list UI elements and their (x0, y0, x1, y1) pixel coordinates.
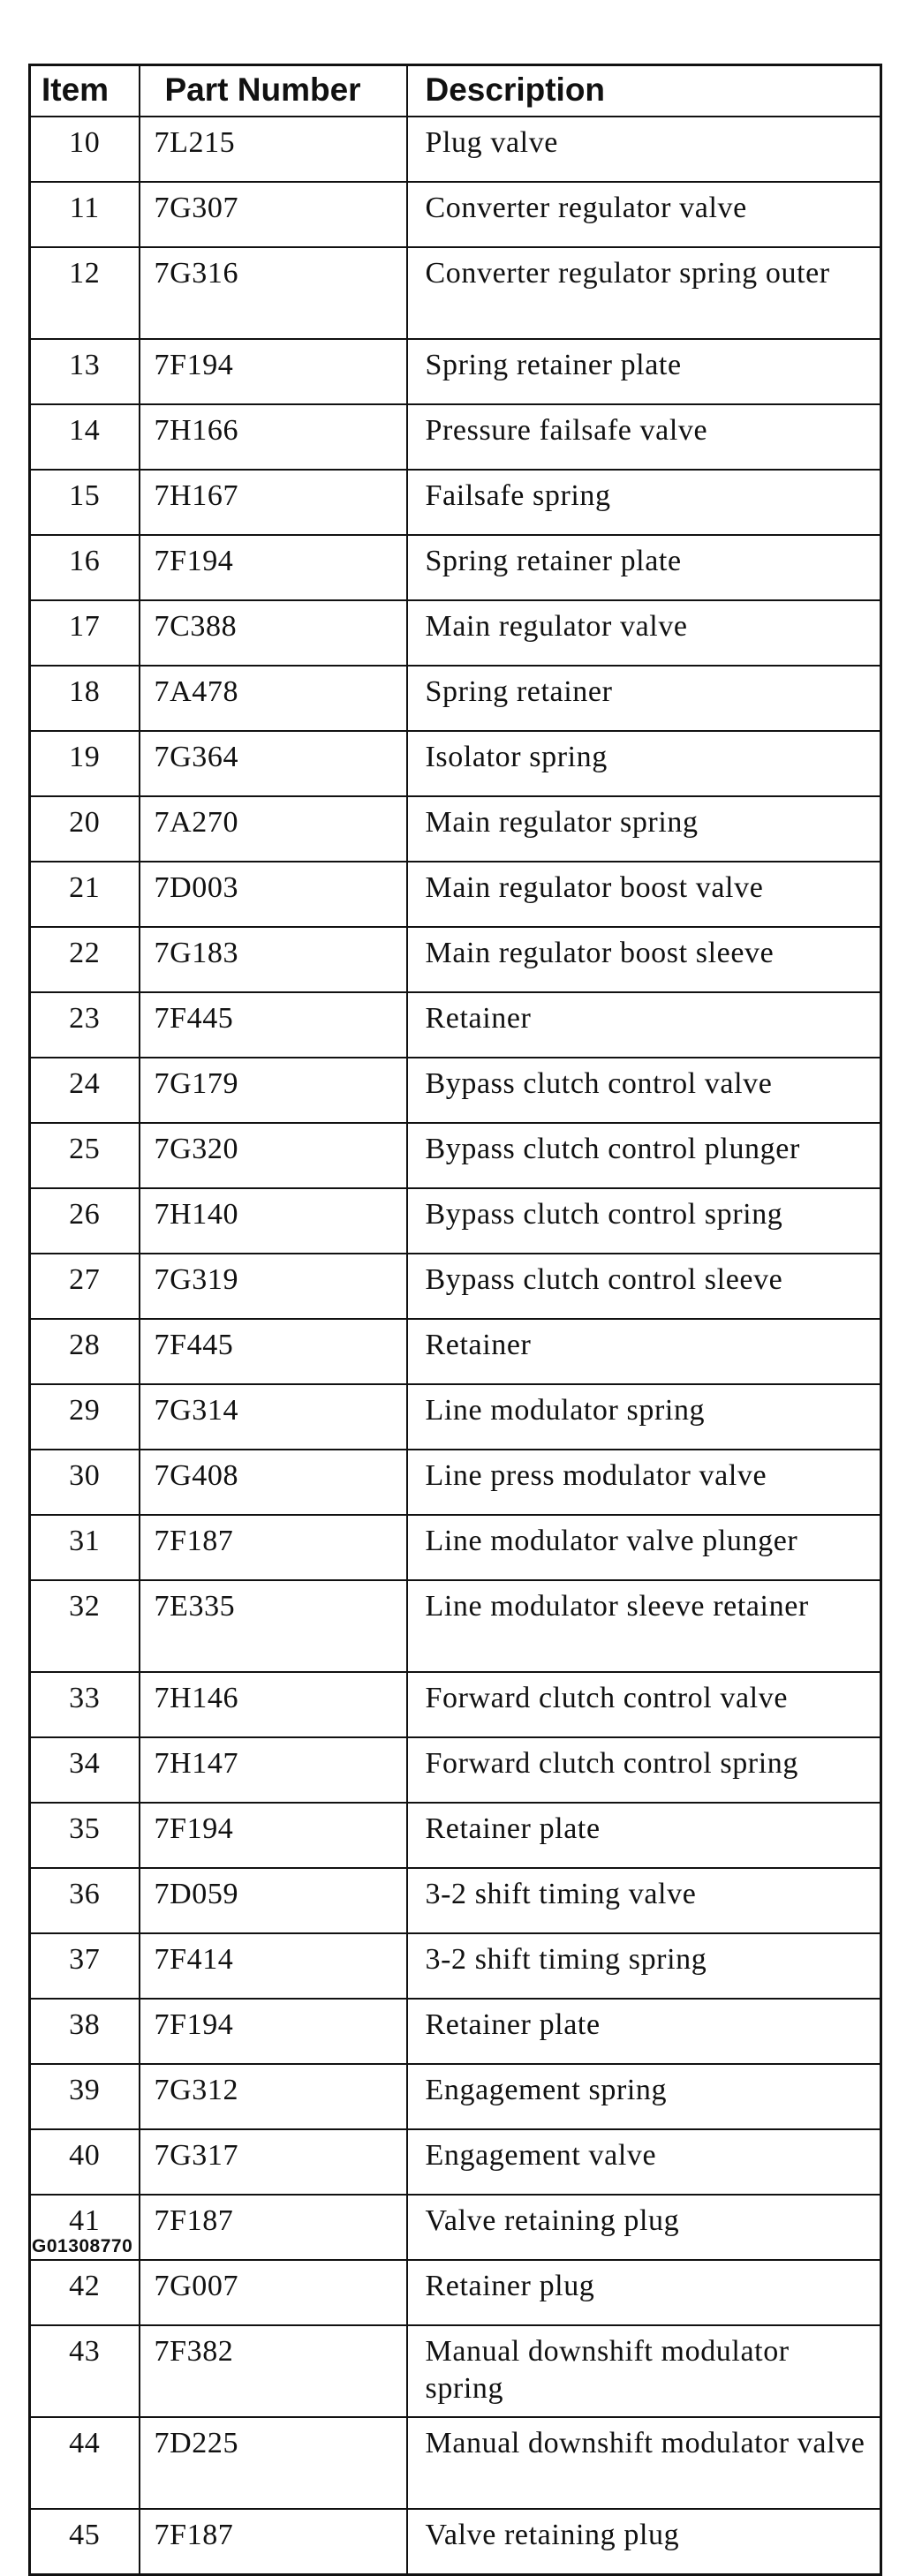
table-row (30, 2417, 881, 2509)
description-cell: Bypass clutch control valve (407, 1058, 881, 1123)
item-cell: 34 (30, 1737, 140, 1803)
table-row (30, 2064, 881, 2129)
table-row (30, 2129, 881, 2195)
description-cell: Main regulator boost valve (407, 862, 881, 927)
table-row (30, 2195, 881, 2260)
part-number-cell: 7G319 (140, 1254, 407, 1319)
description-cell: Retainer (407, 992, 881, 1058)
part-number-cell: 7G317 (140, 2129, 407, 2195)
description-cell: Engagement valve (407, 2129, 881, 2195)
description-cell: Line modulator spring (407, 1384, 881, 1450)
part-number-cell: 7H147 (140, 1737, 407, 1803)
header-part-number: Part Number (140, 65, 407, 117)
description-cell: Spring retainer plate (407, 535, 881, 600)
description-cell: Manual downshift modulator spring (407, 2325, 881, 2417)
description-cell: Retainer plate (407, 1803, 881, 1868)
part-number-cell: 7F187 (140, 2509, 407, 2575)
description-cell: Valve retaining plug (407, 2195, 881, 2260)
item-cell: 39 (30, 2064, 140, 2129)
item-cell: 30 (30, 1450, 140, 1515)
parts-body (30, 117, 881, 2575)
table-row (30, 600, 881, 666)
item-cell: 12 (30, 247, 140, 339)
item-cell: 22 (30, 927, 140, 992)
item-cell: 10 (30, 117, 140, 182)
table-row (30, 1515, 881, 1580)
table-row (30, 666, 881, 731)
description-cell: Line modulator sleeve retainer (407, 1580, 881, 1672)
table-row (30, 1672, 881, 1737)
part-number-cell: 7F194 (140, 535, 407, 600)
description-cell: Bypass clutch control spring (407, 1188, 881, 1254)
item-cell: 17 (30, 600, 140, 666)
part-number-cell: 7F445 (140, 1319, 407, 1384)
item-cell: 20 (30, 796, 140, 862)
table-row (30, 1254, 881, 1319)
item-cell: 38 (30, 1999, 140, 2064)
table-row (30, 1188, 881, 1254)
part-number-cell: 7F194 (140, 1803, 407, 1868)
description-cell: Forward clutch control spring (407, 1737, 881, 1803)
item-cell: 23 (30, 992, 140, 1058)
description-cell: 3-2 shift timing valve (407, 1868, 881, 1933)
item-cell: 44 (30, 2417, 140, 2509)
table-row (30, 1319, 881, 1384)
part-number-cell: 7G408 (140, 1450, 407, 1515)
item-cell: 19 (30, 731, 140, 796)
item-cell: 13 (30, 339, 140, 404)
part-number-cell: 7F194 (140, 339, 407, 404)
item-cell: 15 (30, 470, 140, 535)
description-cell: Converter regulator spring outer (407, 247, 881, 339)
description-cell: Line modulator valve plunger (407, 1515, 881, 1580)
item-cell: 18 (30, 666, 140, 731)
description-cell: Retainer plate (407, 1999, 881, 2064)
description-cell: Bypass clutch control plunger (407, 1123, 881, 1188)
description-cell: Main regulator valve (407, 600, 881, 666)
header-row (30, 65, 881, 117)
part-number-cell: 7G307 (140, 182, 407, 247)
table-row (30, 1737, 881, 1803)
table-row (30, 862, 881, 927)
table-row (30, 731, 881, 796)
description-cell: Failsafe spring (407, 470, 881, 535)
part-number-cell: 7G364 (140, 731, 407, 796)
item-cell: 31 (30, 1515, 140, 1580)
table-row (30, 1999, 881, 2064)
description-cell: Line press modulator valve (407, 1450, 881, 1515)
item-cell: 35 (30, 1803, 140, 1868)
header-description: Description (407, 65, 881, 117)
table-row (30, 339, 881, 404)
table-row (30, 247, 881, 339)
description-cell: Forward clutch control valve (407, 1672, 881, 1737)
item-cell: 45 (30, 2509, 140, 2575)
table-row (30, 1123, 881, 1188)
description-cell: Bypass clutch control sleeve (407, 1254, 881, 1319)
table-row (30, 1058, 881, 1123)
description-cell: Isolator spring (407, 731, 881, 796)
item-cell: 28 (30, 1319, 140, 1384)
part-number-cell: 7L215 (140, 117, 407, 182)
part-number-cell: 7H166 (140, 404, 407, 470)
description-cell: Engagement spring (407, 2064, 881, 2129)
table-row (30, 796, 881, 862)
item-cell: 37 (30, 1933, 140, 1999)
item-cell: 24 (30, 1058, 140, 1123)
item-cell: 32 (30, 1580, 140, 1672)
description-cell: Retainer (407, 1319, 881, 1384)
table-row (30, 535, 881, 600)
table-row (30, 2260, 881, 2325)
table-row (30, 992, 881, 1058)
item-cell: 21 (30, 862, 140, 927)
table-row (30, 1803, 881, 1868)
description-cell: Retainer plug (407, 2260, 881, 2325)
part-number-cell: 7F445 (140, 992, 407, 1058)
description-cell: Valve retaining plug (407, 2509, 881, 2575)
part-number-cell: 7F414 (140, 1933, 407, 1999)
table-row (30, 927, 881, 992)
part-number-cell: 7F194 (140, 1999, 407, 2064)
item-cell: 14 (30, 404, 140, 470)
part-number-cell: 7C388 (140, 600, 407, 666)
part-number-cell: 7G316 (140, 247, 407, 339)
part-number-cell: 7G320 (140, 1123, 407, 1188)
part-number-cell: 7F187 (140, 2195, 407, 2260)
part-number-cell: 7A270 (140, 796, 407, 862)
table-row (30, 1933, 881, 1999)
description-cell: Spring retainer (407, 666, 881, 731)
item-cell: 36 (30, 1868, 140, 1933)
table-row (30, 117, 881, 182)
part-number-cell: 7G314 (140, 1384, 407, 1450)
description-cell: Main regulator spring (407, 796, 881, 862)
part-number-cell: 7G183 (140, 927, 407, 992)
part-number-cell: 7H140 (140, 1188, 407, 1254)
part-number-cell: 7G179 (140, 1058, 407, 1123)
item-cell: 26 (30, 1188, 140, 1254)
description-cell: Main regulator boost sleeve (407, 927, 881, 992)
part-number-cell: 7E335 (140, 1580, 407, 1672)
table-row (30, 470, 881, 535)
item-cell: 42 (30, 2260, 140, 2325)
description-cell: Plug valve (407, 117, 881, 182)
part-number-cell: 7F382 (140, 2325, 407, 2417)
table-row (30, 1580, 881, 1672)
description-cell: Pressure failsafe valve (407, 404, 881, 470)
table-row (30, 1450, 881, 1515)
item-cell: 33 (30, 1672, 140, 1737)
part-number-cell: 7H167 (140, 470, 407, 535)
description-cell: Converter regulator valve (407, 182, 881, 247)
part-number-cell: 7D225 (140, 2417, 407, 2509)
table-row (30, 2509, 881, 2575)
table-row (30, 1868, 881, 1933)
table-row (30, 1384, 881, 1450)
part-number-cell: 7D003 (140, 862, 407, 927)
description-cell: Spring retainer plate (407, 339, 881, 404)
item-cell: 40 (30, 2129, 140, 2195)
item-cell: 11 (30, 182, 140, 247)
table-row (30, 2325, 881, 2417)
part-number-cell: 7D059 (140, 1868, 407, 1933)
header-item: Item (30, 65, 140, 117)
item-cell: 43 (30, 2325, 140, 2417)
description-cell: 3-2 shift timing spring (407, 1933, 881, 1999)
parts-table (28, 64, 882, 2576)
item-cell: 25 (30, 1123, 140, 1188)
item-cell: 16 (30, 535, 140, 600)
table-row (30, 182, 881, 247)
item-cell: 29 (30, 1384, 140, 1450)
description-cell: Manual downshift modulator valve (407, 2417, 881, 2509)
figure-id: G01308770 (32, 2236, 133, 2256)
part-number-cell: 7G007 (140, 2260, 407, 2325)
part-number-cell: 7G312 (140, 2064, 407, 2129)
table-row (30, 404, 881, 470)
part-number-cell: 7F187 (140, 1515, 407, 1580)
item-cell: 27 (30, 1254, 140, 1319)
part-number-cell: 7H146 (140, 1672, 407, 1737)
part-number-cell: 7A478 (140, 666, 407, 731)
item-cell: 41 (30, 2195, 140, 2260)
